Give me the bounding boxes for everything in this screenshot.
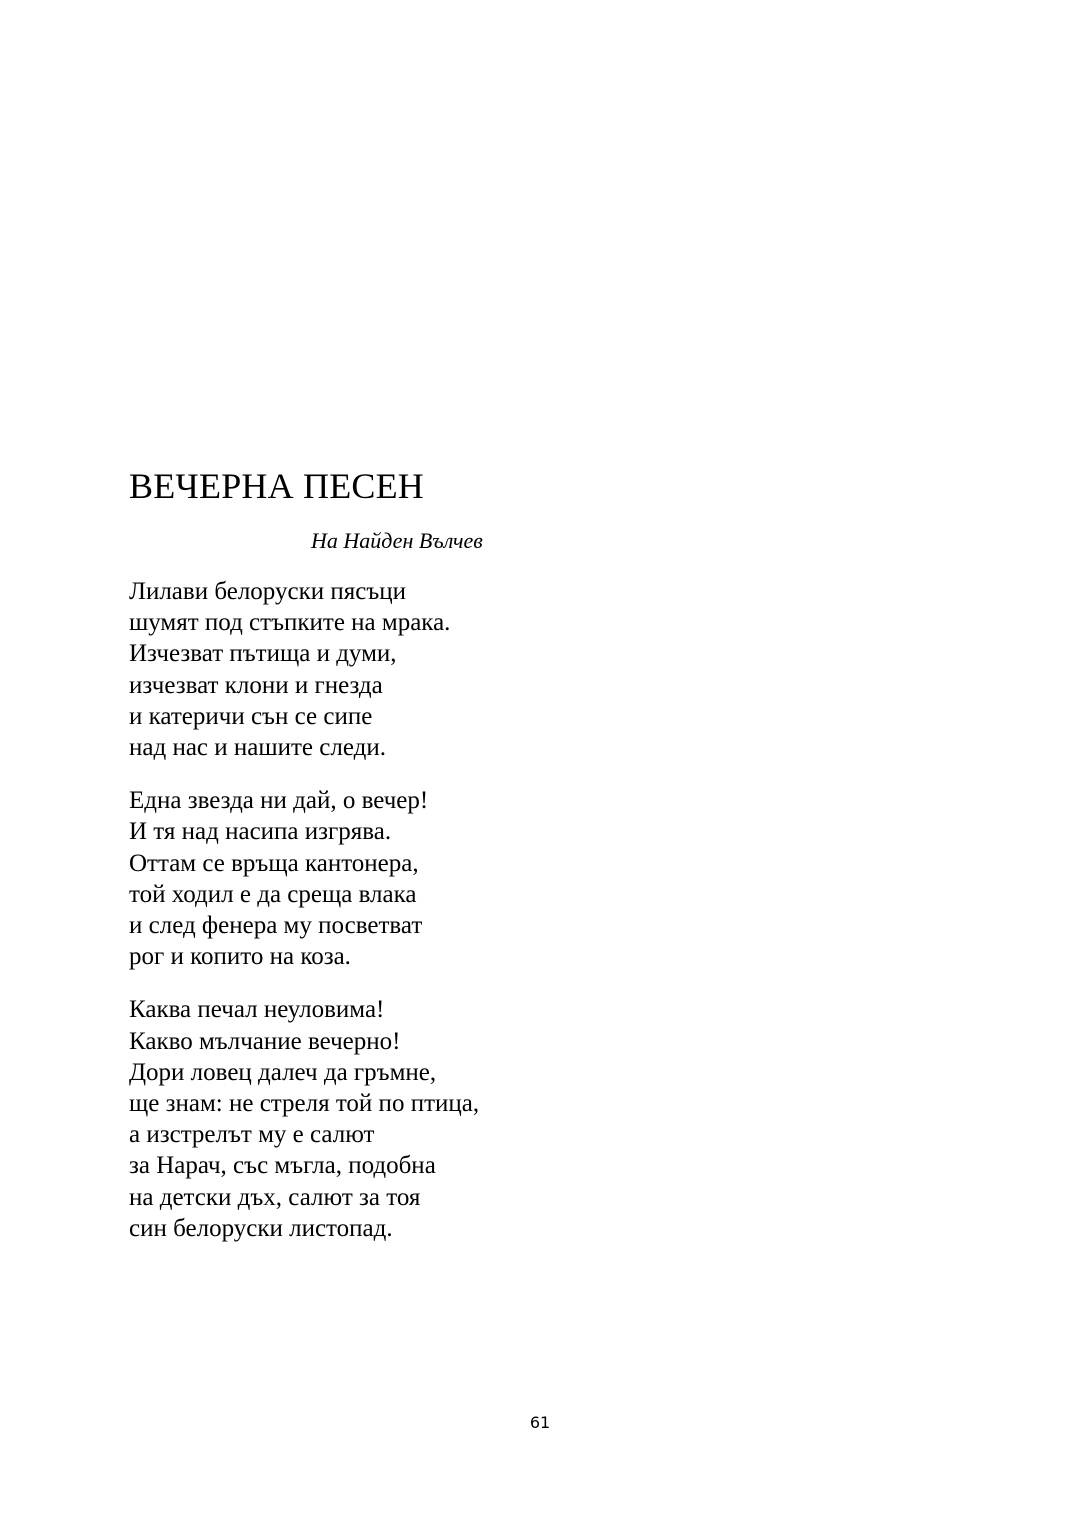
dedication: На Найден Вълчев <box>311 528 483 553</box>
poem-line: на детски дъх, салют за тоя <box>129 1183 421 1211</box>
stanza-1 <box>129 576 929 763</box>
poem-line: над нас и нашите следи. <box>129 734 386 762</box>
poem-line: изчезват клони и гнезда <box>129 671 383 699</box>
poem-line: а изстрелът му е салют <box>129 1121 375 1149</box>
poem-line: Една звезда ни дай, о вечер! <box>129 787 429 815</box>
poem-line: син белоруски листопад. <box>129 1214 393 1242</box>
stanza-3 <box>129 994 929 1244</box>
poem-line: и катеричи сън се сипе <box>129 702 373 730</box>
poem-body <box>129 576 929 1266</box>
poem-line: Дори ловец далеч да гръмне, <box>129 1058 437 1086</box>
poem-line: и след фенера му посветват <box>129 912 423 940</box>
poem-line: той ходил е да среща влака <box>129 880 417 908</box>
page-number: 61 <box>529 1413 551 1432</box>
poem-line: И тя над насипа изгрява. <box>129 818 392 846</box>
poem-title: ВЕЧЕРНА ПЕСЕН <box>129 466 424 506</box>
stanza-2 <box>129 785 929 972</box>
poem-line: Оттам се връща кантонера, <box>129 849 419 877</box>
poem-line: Изчезват пътища и думи, <box>129 640 397 668</box>
poem-line: Какво мълчание вечерно! <box>129 1027 401 1055</box>
poem-line: Лилави белоруски пясъци <box>129 578 407 605</box>
poem-line: рог и копито на коза. <box>129 943 351 971</box>
poem-line: шумят под стъпките на мрака. <box>129 609 451 637</box>
poem-line: ще знам: не стреля той по птица, <box>129 1090 480 1118</box>
poem-line: Каква печал неуловима! <box>129 996 385 1024</box>
poem-line: за Нарач, със мъгла, подобна <box>129 1152 436 1180</box>
